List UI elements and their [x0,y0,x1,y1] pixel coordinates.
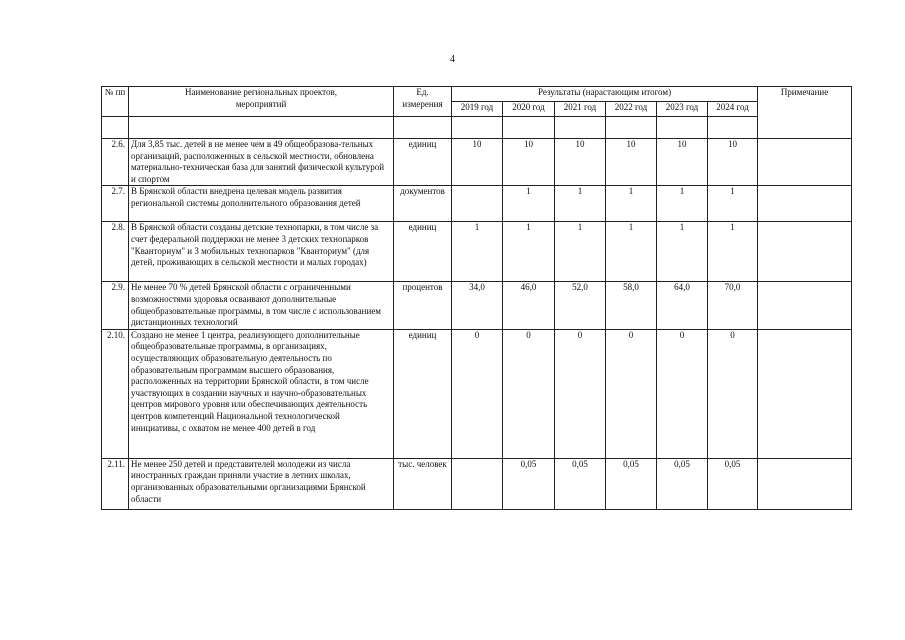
row-name: Не менее 70 % детей Брянской области с ограниченными возможностями здоровья осваивают дополнительные общеобразовательные программы, в том числе с использованием дистанционных технологий [129,282,394,329]
row-unit: процентов [394,282,452,329]
table-body [102,139,852,510]
row-value-2020: 1 [503,186,555,222]
row-name: В Брянской области внедрена целевая модель развития региональной системы дополнительного образования детей [129,186,394,222]
row-number: 2.11. [102,458,129,509]
row-value-2021: 52,0 [555,282,606,329]
header-year-2020: 2020 год [503,102,555,117]
header-unit-line1: Ед. [416,87,429,97]
header-year-2021: 2021 год [555,102,606,117]
table-row [102,139,852,186]
header-name-line1: Наименование региональных проектов, [185,87,337,97]
row-unit: единиц [394,329,452,458]
row-value-2021: 1 [555,186,606,222]
row-value-2022: 1 [606,186,657,222]
row-unit: тыс. человек [394,458,452,509]
row-value-2023: 1 [657,222,708,282]
row-value-2024: 1 [708,222,758,282]
row-number: 2.10. [102,329,129,458]
row-value-2024: 0 [708,329,758,458]
header-num: № пп [102,87,129,117]
row-value-2023: 0 [657,329,708,458]
row-value-2019: 34,0 [452,282,503,329]
row-value-2023: 64,0 [657,282,708,329]
row-note [758,458,852,509]
row-name: Создано не менее 1 центра, реализующего дополнительные общеобразовательные программы, в организациях, осуществляющих образовательную деятельность по образовательным программам высшего образования, расположенных на территории Брянской области, в том числе участвующих в создании научных и научно-образовательных центров мирового уровня или обеспечивающих деятельность центров компетенций Национальной технологической инициативы, с охватом не менее 400 детей в год [129,329,394,458]
row-value-2019: 1 [452,222,503,282]
header-year-2019: 2019 год [452,102,503,117]
row-note [758,282,852,329]
row-name: Для 3,85 тыс. детей в не менее чем в 49 общеобразова-тельных организаций, расположенных в сельской местности, обновлена материально-техническая база для занятий физической культурой и спортом [129,139,394,186]
row-unit: документов [394,186,452,222]
row-name: В Брянской области созданы детские технопарки, в том числе за счет федеральной поддержки не менее 3 детских технопарков "Кванториум" и 3 мобильных технопарков "Кванториум" (для детей, проживающих в сельской местности и малых городах) [129,222,394,282]
row-value-2022: 0,05 [606,458,657,509]
row-number: 2.8. [102,222,129,282]
row-value-2022: 1 [606,222,657,282]
header-unit [394,87,452,117]
row-value-2021: 10 [555,139,606,186]
row-value-2020: 10 [503,139,555,186]
row-value-2023: 0,05 [657,458,708,509]
row-value-2019: 0 [452,329,503,458]
table-row [102,329,852,458]
row-value-2024: 0,05 [708,458,758,509]
row-name: Не менее 250 детей и представителей молодежи из числа иностранных граждан приняли участие в летних школах, организованных образовательными организациями Брянской области [129,458,394,509]
row-number: 2.7. [102,186,129,222]
row-value-2020: 46,0 [503,282,555,329]
row-value-2022: 10 [606,139,657,186]
row-value-2019: 10 [452,139,503,186]
row-value-2024: 70,0 [708,282,758,329]
table-header [102,87,852,139]
table-row [102,186,852,222]
header-name-line2: мероприятий [235,98,287,109]
row-number: 2.9. [102,282,129,329]
row-value-2023: 1 [657,186,708,222]
row-unit: единиц [394,139,452,186]
row-value-2021: 0,05 [555,458,606,509]
header-spacer [102,117,852,139]
table-row [102,282,852,329]
table-row [102,222,852,282]
row-value-2024: 10 [708,139,758,186]
row-value-2020: 0,05 [503,458,555,509]
table-row [102,458,852,509]
row-value-2021: 0 [555,329,606,458]
header-results: Результаты (нарастающим итогом) [452,87,758,102]
row-note [758,139,852,186]
row-value-2024: 1 [708,186,758,222]
row-value-2022: 58,0 [606,282,657,329]
header-year-2023: 2023 год [657,102,708,117]
results-table [101,86,852,510]
row-value-2020: 1 [503,222,555,282]
row-value-2019 [452,186,503,222]
row-note [758,222,852,282]
header-note: Примечание [758,87,852,139]
row-value-2019 [452,458,503,509]
row-note [758,186,852,222]
row-value-2023: 10 [657,139,708,186]
header-name [129,87,394,117]
header-unit-line2: измерения [402,98,443,109]
row-value-2020: 0 [503,329,555,458]
row-value-2022: 0 [606,329,657,458]
row-note [758,329,852,458]
row-value-2021: 1 [555,222,606,282]
page-number: 4 [450,54,455,65]
header-year-2024: 2024 год [708,102,758,117]
row-unit: единиц [394,222,452,282]
header-year-2022: 2022 год [606,102,657,117]
row-number: 2.6. [102,139,129,186]
